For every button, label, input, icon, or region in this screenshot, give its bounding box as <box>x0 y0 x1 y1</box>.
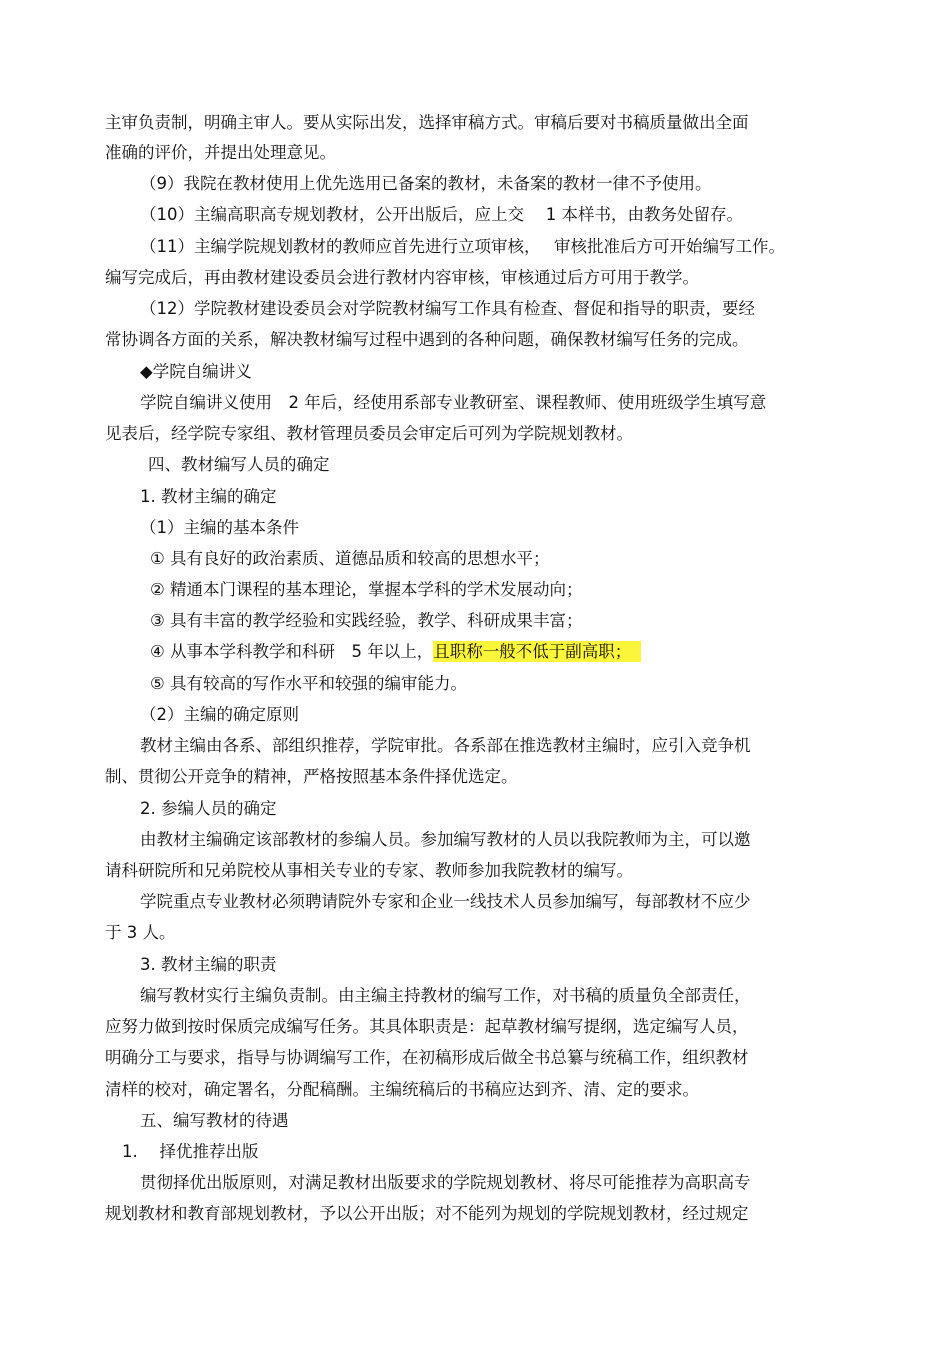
subsection-heading: 1. 择优推荐出版 <box>122 1142 259 1161</box>
highlighted-text: 且职称一般不低于副高职； <box>433 641 641 662</box>
text-line: 贯彻择优出版原则，对满足教材出版要求的学院规划教材、将尽可能推荐为高职高专 <box>140 1173 751 1192</box>
subsection-heading: 3. 教材主编的职责 <box>140 955 277 974</box>
text-line: （10）主编高职高专规划教材，公开出版后，应上交 1 本样书，由教务处留存。 <box>140 205 743 224</box>
section-marker: ◆学院自编讲义 <box>140 362 252 381</box>
list-item: ② 精通本门课程的基本理论，掌握本学科的学术发展动向； <box>150 580 583 599</box>
list-item: ⑤ 具有较高的写作水平和较强的编审能力。 <box>150 674 468 693</box>
subsection-heading: 2. 参编人员的确定 <box>140 799 277 818</box>
text-line: 学院自编讲义使用 2 年后，经使用系部专业教研室、课程教师、使用班级学生填写意 <box>140 393 767 412</box>
item-heading: （2）主编的确定原则 <box>140 705 299 724</box>
text-line: 由教材主编确定该部教材的参编人员。参加编写教材的人员以我院教师为主，可以邀 <box>140 830 751 849</box>
section-heading: 四、教材编写人员的确定 <box>148 455 330 474</box>
text-line: 明确分工与要求，指导与协调编写工作，在初稿形成后做全书总纂与统稿工作，组织教材 <box>105 1048 749 1067</box>
list-item: ① 具有良好的政治素质、道德品质和较高的思想水平； <box>150 549 550 568</box>
text-line: 清样的校对，确定署名，分配稿酬。主编统稿后的书稿应达到齐、清、定的要求。 <box>105 1080 699 1099</box>
text-line: 主审负责制，明确主审人。要从实际出发，选择审稿方式。审稿后要对书稿质量做出全面 <box>105 113 749 132</box>
text-line: 见表后，经学院专家组、教材管理员委员会审定后可列为学院规划教材。 <box>105 424 633 443</box>
text-line: 编写完成后，再由教材建设委员会进行教材内容审核，审核通过后方可用于教学。 <box>105 268 699 287</box>
list-item: ③ 具有丰富的教学经验和实践经验，教学、科研成果丰富； <box>150 611 583 630</box>
text-line: 规划教材和教育部规划教材，予以公开出版；对不能列为规划的学院规划教材，经过规定 <box>105 1204 749 1223</box>
text-line: 请科研院所和兄弟院校从事相关专业的专家、教师参加我院教材的编写。 <box>105 861 633 880</box>
list-item <box>150 641 641 663</box>
text-line: （9）我院在教材使用上优先选用已备案的教材，未备案的教材一律不予使用。 <box>140 174 712 193</box>
list-item-text: ④ 从事本学科教学和科研 5 年以上， <box>150 642 434 661</box>
text-line: 制、贯彻公开竞争的精神，严格按照基本条件择优选定。 <box>105 767 518 786</box>
subsection-heading: 1. 教材主编的确定 <box>140 487 277 506</box>
text-line: 学院重点专业教材必须聘请院外专家和企业一线技术人员参加编写，每部教材不应少 <box>140 892 751 911</box>
section-heading: 五、编写教材的待遇 <box>140 1111 289 1130</box>
text-line: 准确的评价，并提出处理意见。 <box>105 143 336 162</box>
text-line: （12）学院教材建设委员会对学院教材编写工作具有检查、督促和指导的职责，要经 <box>140 299 755 318</box>
text-line: 编写教材实行主编负责制。由主编主持教材的编写工作，对书稿的质量负全部责任， <box>140 986 751 1005</box>
text-line: 常协调各方面的关系，解决教材编写过程中遇到的各种问题，确保教材编写任务的完成。 <box>105 330 749 349</box>
text-line: （11）主编学院规划教材的教师应首先进行立项审核， 审核批准后方可开始编写工作。 <box>140 237 785 256</box>
text-line: 于 3 人。 <box>105 923 176 942</box>
item-heading: （1）主编的基本条件 <box>140 518 299 537</box>
text-line: 教材主编由各系、部组织推荐，学院审批。各系部在推选教材主编时，应引入竞争机 <box>140 736 751 755</box>
text-line: 应努力做到按时保质完成编写任务。其具体职责是：起草教材编写提纲，选定编写人员， <box>105 1017 749 1036</box>
